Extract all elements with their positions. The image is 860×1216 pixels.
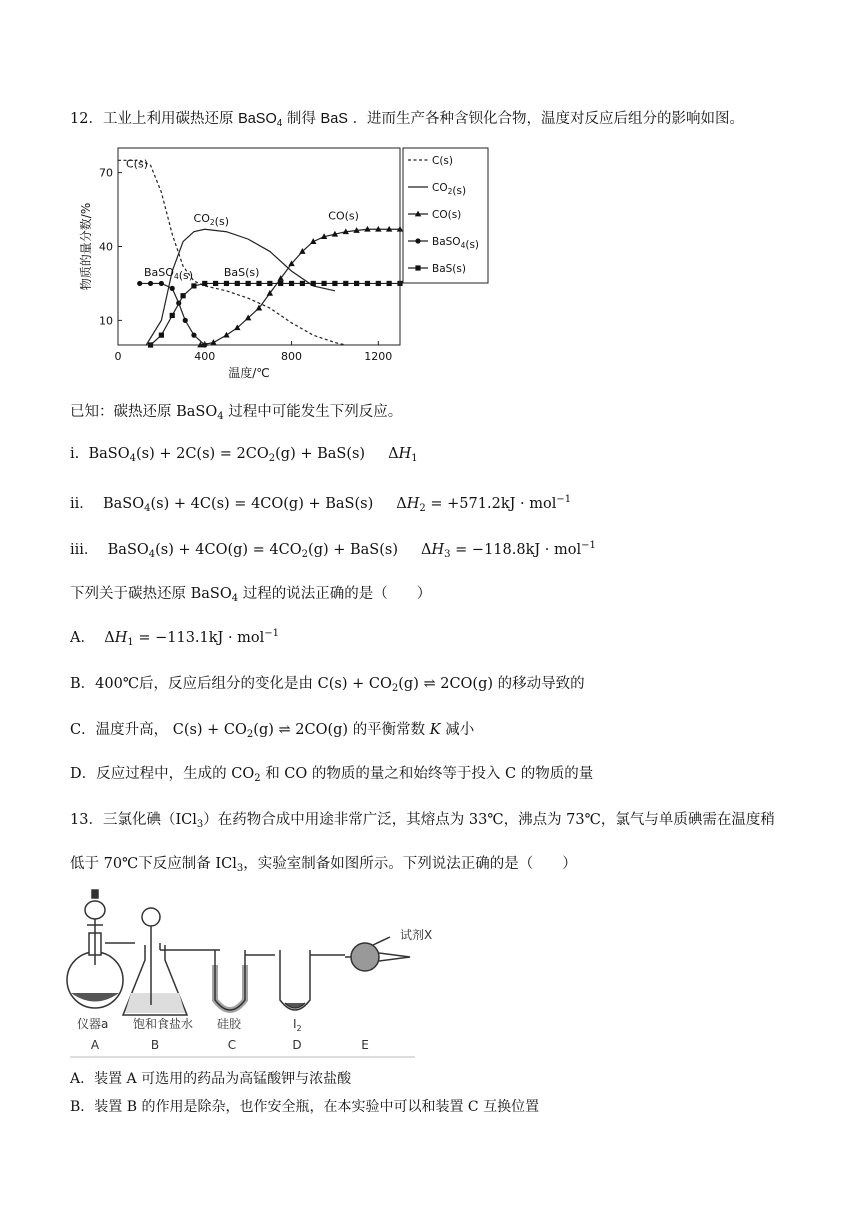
option-b-text-b: 的移动导致的 xyxy=(497,676,585,692)
point-bass xyxy=(365,281,370,286)
option-d-text-a: D．反应过程中，生成的 xyxy=(70,766,227,782)
reaction-i: i. BaSO$_4$(s) + $2C(s) = 2CO_2(g) + BaS(s)$ $\Delta H_1$ xyxy=(70,446,418,464)
legend-label-cs: C(s) xyxy=(432,155,453,167)
silica-gel-label: 硅胶 xyxy=(217,1017,242,1031)
point-bass xyxy=(332,281,337,286)
point-baso4s xyxy=(159,281,164,286)
q13-stem-line2: 低于 70℃下反应制备 ICl$_3$，实验室制备如图所示。下列说法正确的是（ ） xyxy=(70,856,577,874)
option-a[interactable]: A． $\Delta H_1 = -113.1kJ \cdot mol^{-1}$ xyxy=(70,628,280,648)
y-tick-label: 10 xyxy=(99,314,113,328)
reaction-number: ii． xyxy=(70,496,94,512)
annotation-co2s: $CO_2(s)$ xyxy=(193,211,230,228)
option-c[interactable]: C．温度升高， $C(s) + CO_2(g)$ ⇌ 2CO(g) 的平衡常数 K 减小 xyxy=(70,722,475,740)
apparatus-b xyxy=(123,908,220,1015)
apparatus-a xyxy=(67,890,135,1008)
formula-baso4: BaSO$_4$ xyxy=(238,111,283,129)
option-b[interactable]: B．400℃后，反应后组分的变化是由 $C(s) + CO_2(g)$ ⇌ 2CO(g) 的移动导致的 xyxy=(70,676,585,694)
point-bass xyxy=(311,281,316,286)
point-bass xyxy=(278,281,283,286)
point-bass xyxy=(170,313,175,318)
option-b-text-a: B．400℃后，反应后组分的变化是由 xyxy=(70,676,314,692)
point-baso4s xyxy=(137,281,142,286)
point-bass xyxy=(256,281,261,286)
q13-option-b-text: B．装置 B 的作用是除杂，也作安全瓶，在本实验中可以和装置 C 互换位置 xyxy=(70,1099,540,1115)
apparatus-letter-a: A xyxy=(90,1038,100,1052)
apparatus-letter-b: B xyxy=(150,1038,160,1052)
x-tick-label: 800 xyxy=(281,350,303,363)
point-bass xyxy=(159,333,164,338)
reaction-ii: ii． BaSO$_4$(s) + 4C(s) = 4CO(g) + BaS(s) $\Delta H_2 = +571.2kJ \cdot mol^{-1}$ xyxy=(70,494,572,514)
q12-question-text-a: 下列关于碳热还原 xyxy=(70,586,186,602)
legend-label-bass: BaS(s) xyxy=(432,263,466,275)
legend-marker-bass xyxy=(415,265,420,270)
annotation-cos: CO(s) xyxy=(328,209,359,223)
point-bass xyxy=(180,293,185,298)
delta-h3-value: −118.8kJ · mol xyxy=(471,542,582,558)
x-tick-label: 0 xyxy=(114,350,122,363)
y-axis-label: 物质的量分数/% xyxy=(79,202,93,291)
saturated-brine-label: 饱和食盐水 xyxy=(133,1017,194,1031)
point-bass xyxy=(191,283,196,288)
point-bass xyxy=(354,281,359,286)
apparatus-e xyxy=(345,937,410,971)
chart-legend xyxy=(403,148,488,283)
option-label: A． xyxy=(70,630,95,646)
option-c-text-c: 减小 xyxy=(445,722,475,738)
annotation-baso4s: BaSO$_4$(s) xyxy=(144,266,194,283)
iodine-label xyxy=(293,1017,302,1033)
formula-baso4: BaSO$_4$ xyxy=(190,586,239,604)
option-d[interactable]: D．反应过程中，生成的 $CO_2$ 和 CO 的物质的量之和始终等于投入 C 的物质的量 xyxy=(70,766,594,784)
reagent-x-label: 试剂X xyxy=(400,928,433,942)
apparatus-letter-e: E xyxy=(361,1038,369,1052)
iodine-label-sub: 2 xyxy=(296,1024,302,1033)
composition-temperature-chart xyxy=(70,140,490,380)
point-bass xyxy=(235,281,240,286)
plot-area xyxy=(118,157,403,347)
legend-label-co2s: $CO_2(s)$ xyxy=(432,182,467,197)
y-tick-label: 70 xyxy=(99,166,113,180)
y-tick-label: 40 xyxy=(99,240,113,254)
q12-stem-text-a: 12．工业上利用碳热还原 xyxy=(70,111,234,127)
q13-stem-text-a: 13．三氯化碘（ xyxy=(70,812,176,828)
point-baso4s xyxy=(148,281,153,286)
q12-known-text-b: 过程中可能发生下列反应。 xyxy=(228,404,403,420)
point-bass xyxy=(246,281,251,286)
q12-stem-text-c: ．进而生产各种含钡化合物，温度对反应后组分的影响如图。 xyxy=(352,111,745,127)
point-bass xyxy=(321,281,326,286)
x-tick-label: 400 xyxy=(194,350,216,363)
delta-h2-value: +571.2kJ · mol xyxy=(447,496,557,512)
annotation-bass: BaS(s) xyxy=(223,266,260,280)
point-bass xyxy=(202,281,207,286)
q13-stem-text-d: ，实验室制备如图所示。下列说法正确的是（ ） xyxy=(243,856,577,872)
reaction-iii: iii． BaSO$_4$(s) + $4CO(g) = 4CO_2(g) + BaS(s)$ $\Delta H_3 = -118.8kJ \cdot mol^{-1}$ xyxy=(70,540,596,560)
q12-stem-text-b: 制得 xyxy=(286,111,316,127)
point-cos xyxy=(210,339,216,345)
formula-baso4: BaSO$_4$ xyxy=(176,404,224,422)
iodine-label-main: I xyxy=(293,1017,297,1031)
point-bass xyxy=(289,281,294,286)
reaction-number: iii． xyxy=(70,542,99,558)
q13-option-b[interactable] xyxy=(70,1096,539,1116)
instrument-a-label: 仪器a xyxy=(77,1017,109,1031)
option-c-text-b: 的平衡常数 xyxy=(352,722,426,738)
q13-stem-text-b: ）在药物合成中用途非常广泛，其熔点为 33℃，沸点为 73℃，氯气与单质碘需在温度稍 xyxy=(203,812,775,828)
series-line-bass xyxy=(151,283,400,345)
point-bass xyxy=(267,281,272,286)
series-line-cs xyxy=(118,157,346,345)
point-cos xyxy=(223,332,229,338)
point-baso4s xyxy=(170,286,175,291)
q12-known xyxy=(70,400,402,422)
chart-annotations xyxy=(126,158,359,282)
x-tick-label: 1200 xyxy=(364,350,393,363)
point-bass xyxy=(376,281,381,286)
q12-question xyxy=(70,582,431,604)
option-a-value: −113.1kJ · mol xyxy=(155,630,265,646)
point-baso4s xyxy=(191,333,196,338)
q13-option-a-text: A．装置 A 可选用的药品为高锰酸钾与浓盐酸 xyxy=(70,1071,352,1087)
x-axis-label: 温度/℃ xyxy=(228,366,270,380)
reaction-number: i. xyxy=(70,446,80,462)
q13-option-a[interactable] xyxy=(70,1068,351,1088)
q13-stem-line1: 13．三氯化碘（ICl$_3$）在药物合成中用途非常广泛，其熔点为 33℃，沸点为 73℃，氯气与单质碘需在温度稍 xyxy=(70,812,775,830)
legend-label-cos: CO(s) xyxy=(432,209,462,221)
apparatus-c xyxy=(215,950,275,1010)
apparatus-letter-c: C xyxy=(227,1038,237,1052)
k-symbol: K xyxy=(429,722,441,738)
q13-stem-text-c: 低于 70℃下反应制备 xyxy=(70,856,211,872)
q12-question-text-b: 过程的说法正确的是（ ） xyxy=(242,586,432,602)
point-bass xyxy=(224,281,229,286)
apparatus-letters xyxy=(91,1038,369,1052)
q12-known-text-a: 已知：碳热还原 xyxy=(70,404,172,420)
q12-stem xyxy=(70,107,744,129)
point-bass xyxy=(213,281,218,286)
legend-label-baso4s: BaSO$_4$(s) xyxy=(432,236,480,251)
annotation-cs: C(s) xyxy=(126,157,148,171)
point-bass xyxy=(343,281,348,286)
apparatus-d xyxy=(280,950,345,1010)
apparatus-diagram xyxy=(65,885,433,1060)
formula-bas: BaS xyxy=(320,111,348,127)
point-bass xyxy=(300,281,305,286)
point-bass xyxy=(387,281,392,286)
option-d-text-c: 的物质的量之和始终等于投入 C 的物质的量 xyxy=(311,766,594,782)
chart-axes xyxy=(78,148,400,380)
option-c-text-a: C．温度升高， xyxy=(70,722,169,738)
legend-marker-baso4s xyxy=(415,238,420,243)
point-baso4s xyxy=(183,318,188,323)
apparatus-letter-d: D xyxy=(292,1038,302,1052)
option-d-text-b: 和 xyxy=(265,766,280,782)
plot-frame xyxy=(118,148,400,345)
